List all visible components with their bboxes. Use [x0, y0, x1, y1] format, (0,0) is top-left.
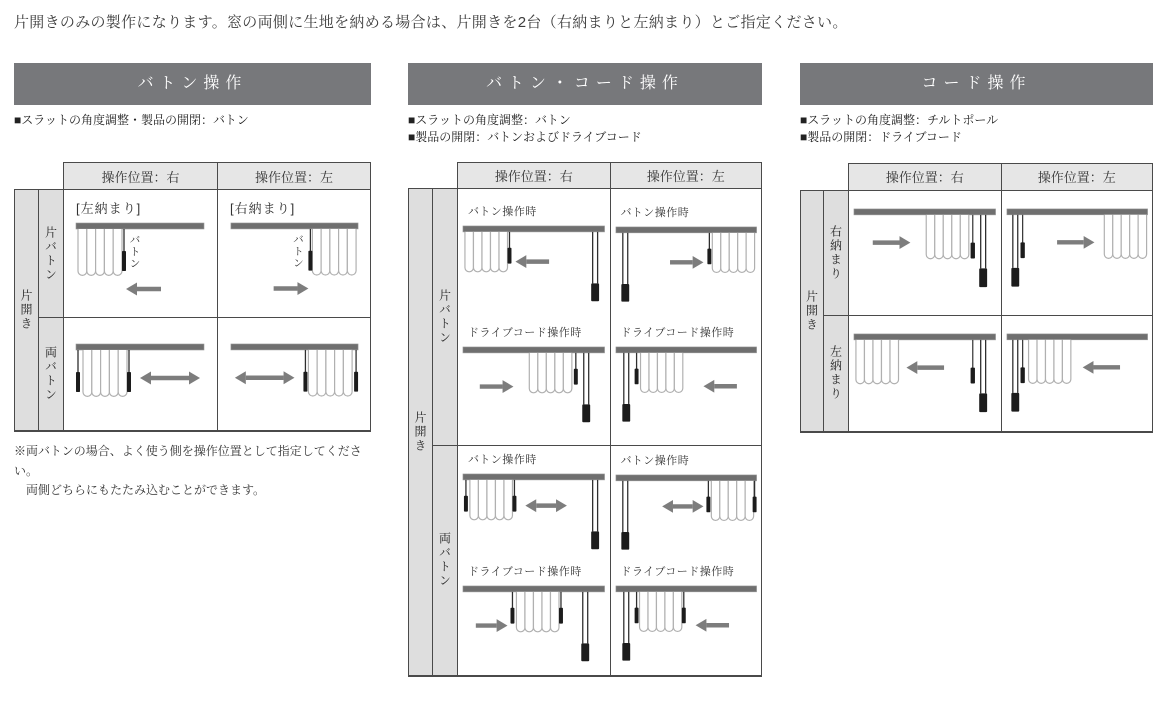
- table-cell: [457, 188, 610, 445]
- diagram-block: [458, 203, 610, 309]
- blind-diagram: [849, 328, 1001, 427]
- svg-text:バ: バ: [129, 234, 141, 247]
- diagram-caption: バトン操作時: [620, 454, 690, 467]
- panel-bullets: [408, 112, 762, 147]
- diagram-block: [611, 204, 762, 310]
- diagram-block: [458, 451, 610, 557]
- operation-position-table: [800, 163, 1153, 433]
- row-label: 片バトン: [38, 189, 63, 317]
- row-label: 両バトン: [38, 317, 63, 432]
- col-header-left: 操作位置：左: [217, 162, 371, 189]
- panel-title: バトン・コード操作: [408, 63, 762, 105]
- diagram-caption: ドライブコード操作時: [468, 566, 582, 579]
- svg-text:バ: バ: [293, 235, 304, 247]
- row-group-label: 片開き: [14, 189, 38, 432]
- diagram-caption: バトン操作時: [620, 206, 690, 219]
- svg-text:ン: ン: [129, 258, 141, 271]
- table-cell: [610, 188, 763, 445]
- diagram-caption: ドライブコード操作時: [468, 327, 582, 340]
- col-header-right: 操作位置：右: [457, 162, 610, 188]
- row-label: 左納まり: [823, 315, 848, 433]
- diagram-caption: ドライブコード操作時: [620, 327, 735, 340]
- bullet-line: ■製品の開閉：バトンおよびドライブコード: [408, 130, 642, 145]
- table-cell: [457, 445, 610, 677]
- panel-title: コード操作: [800, 63, 1153, 105]
- blind-diagram: [64, 340, 217, 432]
- diagram-caption: バトン操作時: [468, 206, 537, 219]
- table-corner: [14, 162, 63, 189]
- svg-text:ト: ト: [129, 246, 141, 259]
- bullet-line: ■スラットの角度調整：バトン: [408, 113, 571, 127]
- table-cell: [1001, 315, 1154, 433]
- blind-diagram: [849, 203, 1001, 302]
- panel-bullets: [800, 112, 1153, 147]
- panel-title: バトン操作: [14, 63, 371, 105]
- col-header-right: 操作位置：右: [63, 162, 217, 189]
- diagram-block: [458, 563, 610, 669]
- diagram-block: [611, 324, 762, 430]
- blind-diagram: [1002, 328, 1153, 426]
- table-cell: [217, 189, 371, 317]
- operation-position-table: [408, 162, 762, 677]
- bullet-line: ■製品の開閉：ドライブコード: [800, 130, 962, 145]
- diagram-block: [611, 563, 762, 669]
- table-corner: [800, 163, 848, 190]
- bullet-line: ■スラットの角度調整・製品の開閉：バトン: [14, 113, 249, 127]
- col-header-left: 操作位置：左: [610, 162, 763, 188]
- row-group-label: 片開き: [408, 188, 432, 677]
- table-cell: [610, 445, 763, 677]
- panel-baton-cord: [408, 63, 762, 677]
- row-label: 右納まり: [823, 190, 848, 315]
- blind-diagram: [458, 582, 610, 669]
- table-cell: [63, 317, 217, 432]
- cell-caption: [左納まり]: [76, 201, 142, 217]
- note-line: 両側どちらにもたたみ込むことができます。: [26, 482, 266, 497]
- cell-caption: [右納まり]: [230, 201, 296, 217]
- diagram-caption: ドライブコード操作時: [620, 566, 735, 579]
- table-cell: [848, 190, 1001, 315]
- blind-diagram: [458, 222, 610, 309]
- panel-baton: [14, 63, 371, 500]
- panel-cord: [800, 63, 1153, 433]
- intro-text: 片開きのみの製作になります。窓の両側に生地を納める場合は、片開きを2台（右納まりと左納まり）とご指定ください。: [14, 14, 848, 31]
- row-label: 両バトン: [432, 445, 457, 677]
- table-corner: [408, 162, 457, 188]
- note-line: ※両バトンの場合、よく使う側を操作位置として指定してください。: [14, 444, 362, 478]
- blind-diagram: [458, 470, 610, 557]
- blind-diagram: [218, 340, 370, 432]
- blind-diagram: [611, 582, 762, 669]
- svg-text:ト: ト: [293, 247, 304, 259]
- diagram-caption: バトン操作時: [468, 454, 537, 467]
- svg-text:ン: ン: [293, 259, 304, 271]
- table-cell: [63, 189, 217, 317]
- diagram-block: [458, 324, 610, 430]
- operation-position-table: [14, 162, 371, 432]
- table-cell: [217, 317, 371, 432]
- blind-diagram: [611, 471, 762, 558]
- row-group-label: 片開き: [800, 190, 823, 433]
- col-header-left: 操作位置：左: [1001, 163, 1154, 190]
- row-label: 片バトン: [432, 188, 457, 445]
- blind-diagram: [458, 343, 610, 430]
- note: [14, 442, 371, 500]
- blind-diagram: [611, 343, 762, 430]
- diagram-block: [611, 452, 762, 558]
- blind-diagram: [611, 223, 762, 310]
- blind-diagram: [1002, 203, 1153, 301]
- col-header-right: 操作位置：右: [848, 163, 1001, 190]
- blind-diagram: [64, 219, 217, 315]
- blind-diagram: [218, 219, 370, 314]
- table-cell: [848, 315, 1001, 433]
- panel-bullets: [14, 112, 371, 129]
- table-cell: [1001, 190, 1154, 315]
- bullet-line: ■スラットの角度調整：チルトポール: [800, 113, 999, 127]
